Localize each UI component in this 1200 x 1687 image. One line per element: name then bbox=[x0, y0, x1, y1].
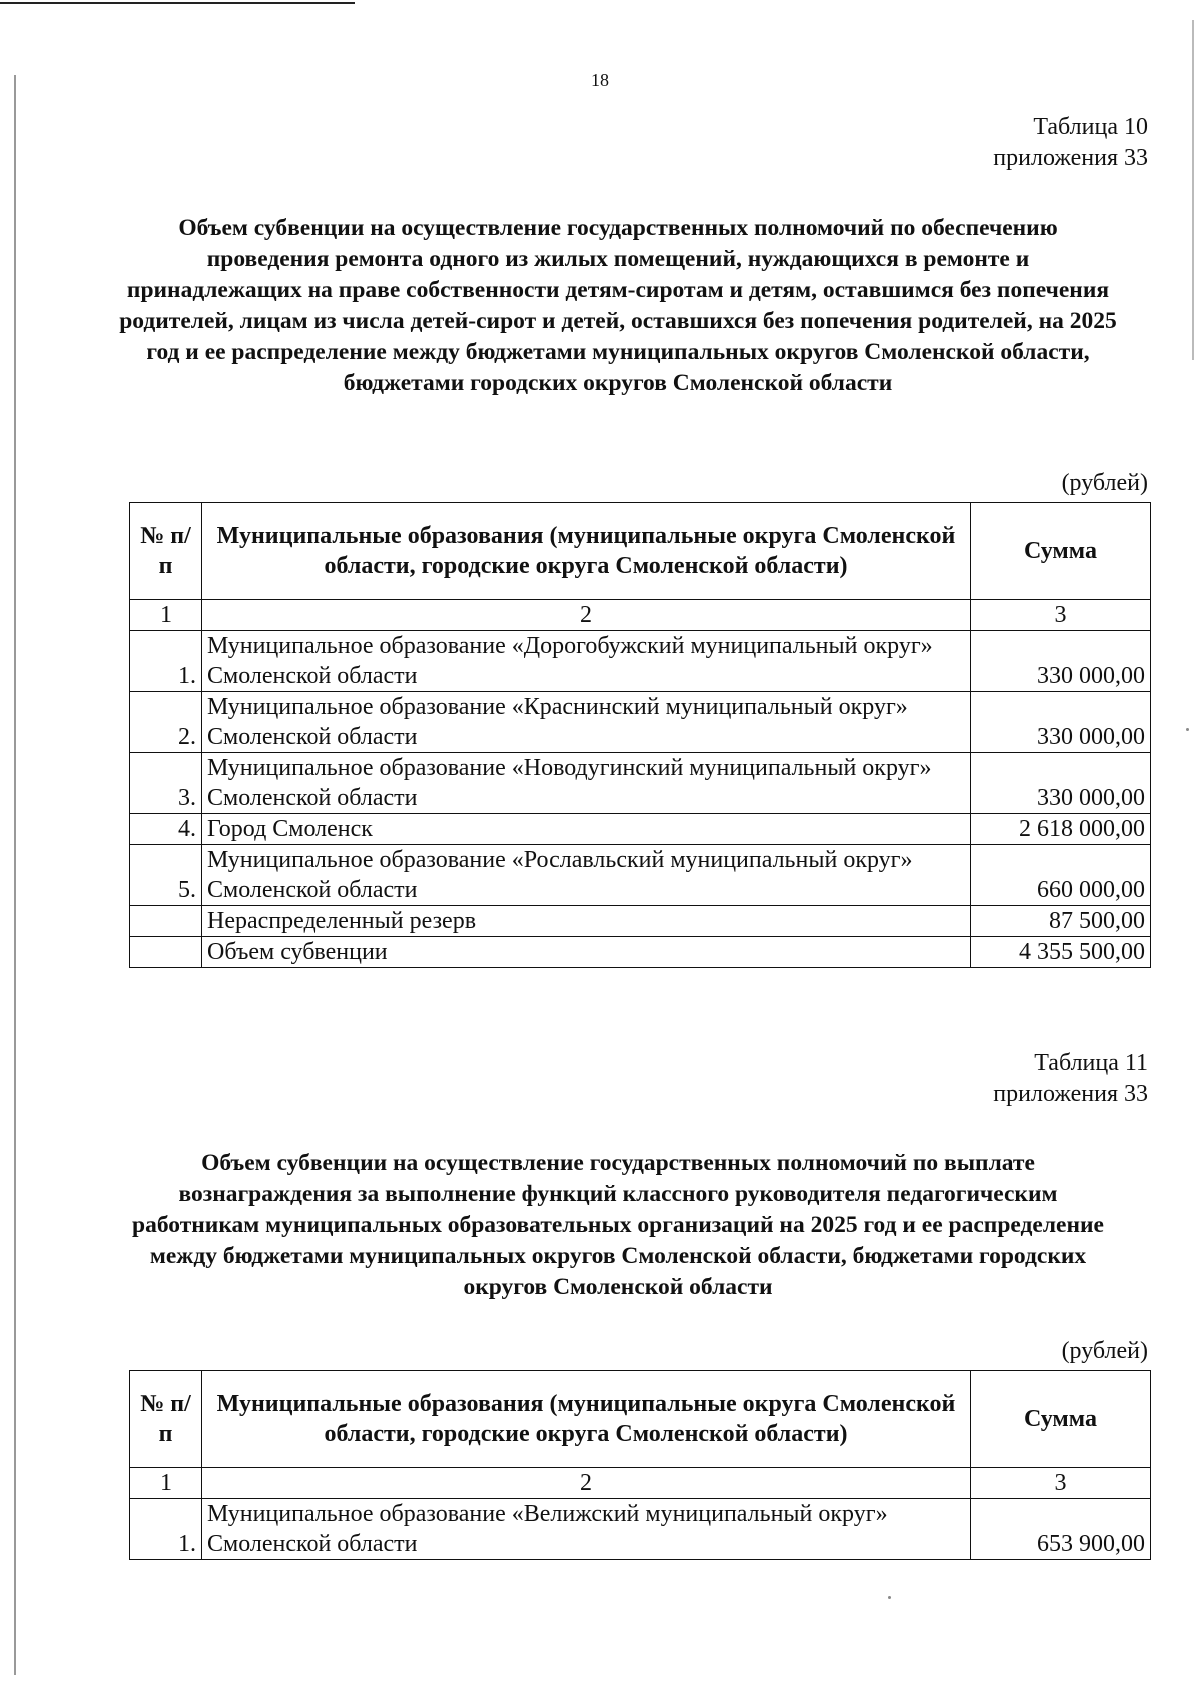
table10 bbox=[129, 502, 1151, 968]
row-sum: 4 355 500,00 bbox=[971, 937, 1151, 968]
table-row-total bbox=[130, 937, 1151, 968]
row-num: 1. bbox=[130, 631, 202, 692]
table-row bbox=[130, 753, 1151, 814]
table10-heading: Объем субвенции на осуществление государственных полномочий по обеспечению проведения ремонта одного из жилых помещений, нуждающихся в ремонте и принадлежащих на праве собственности детям-сиротам и детям, оставшимся без попечения родителей, лицам из числа детей-сирот и детей, оставшихся без попечения родителей, на 2025 год и ее распределение между бюджетами муниципальных округов Смоленской области, бюджетами городских округов Смоленской области bbox=[119, 215, 1117, 396]
header-sum: Сумма bbox=[971, 1371, 1151, 1468]
table11-heading: Объем субвенции на осуществление государственных полномочий по выплате вознаграждения за выполнение функций классного руководителя педагогическим работникам муниципальных образовательных организаций на 2025 год и ее распределение между бюджетами муниципальных округов Смоленской области, бюджетами городских округов Смоленской области bbox=[132, 1150, 1104, 1300]
header-sum: Сумма bbox=[971, 503, 1151, 600]
table11-index-row bbox=[130, 1468, 1151, 1499]
table10-caption-line2: приложения 33 bbox=[993, 145, 1148, 171]
index-cell: 3 bbox=[971, 1468, 1151, 1499]
row-sum: 87 500,00 bbox=[971, 906, 1151, 937]
table11-header-row bbox=[130, 1371, 1151, 1468]
row-name: Объем субвенции bbox=[202, 937, 971, 968]
row-sum: 330 000,00 bbox=[971, 753, 1151, 814]
table10-index-row bbox=[130, 600, 1151, 631]
header-name: Муниципальные образования (муниципальные округа Смоленской области, городские округа Смоленской области) bbox=[202, 1371, 971, 1468]
row-sum: 330 000,00 bbox=[971, 692, 1151, 753]
row-num: 4. bbox=[130, 814, 202, 845]
row-num bbox=[130, 906, 202, 937]
table11-unit: (рублей) bbox=[1061, 1338, 1148, 1364]
row-num: 3. bbox=[130, 753, 202, 814]
header-num: № п/п bbox=[130, 1371, 202, 1468]
table10-unit: (рублей) bbox=[1061, 470, 1148, 496]
table10-header-row bbox=[130, 503, 1151, 600]
row-sum: 330 000,00 bbox=[971, 631, 1151, 692]
table-row bbox=[130, 814, 1151, 845]
scan-edge-top bbox=[0, 2, 355, 4]
scan-edge-left bbox=[14, 75, 16, 1675]
table-row bbox=[130, 692, 1151, 753]
row-name: Муниципальное образование «Велижский муниципальный округ» Смоленской области bbox=[202, 1499, 971, 1560]
header-name: Муниципальные образования (муниципальные округа Смоленской области, городские округа Смоленской области) bbox=[202, 503, 971, 600]
row-num bbox=[130, 937, 202, 968]
table-row bbox=[130, 845, 1151, 906]
row-num: 2. bbox=[130, 692, 202, 753]
index-cell: 2 bbox=[202, 600, 971, 631]
table-row-reserve bbox=[130, 906, 1151, 937]
table10-caption-line1: Таблица 10 bbox=[1033, 114, 1148, 140]
row-sum: 2 618 000,00 bbox=[971, 814, 1151, 845]
row-sum: 660 000,00 bbox=[971, 845, 1151, 906]
row-name: Муниципальное образование «Дорогобужский муниципальный округ» Смоленской области bbox=[202, 631, 971, 692]
index-cell: 2 bbox=[202, 1468, 971, 1499]
index-cell: 1 bbox=[130, 1468, 202, 1499]
row-name: Город Смоленск bbox=[202, 814, 971, 845]
index-cell: 1 bbox=[130, 600, 202, 631]
table11 bbox=[129, 1370, 1151, 1560]
row-num: 1. bbox=[130, 1499, 202, 1560]
table10-caption bbox=[993, 112, 1148, 174]
table11-caption bbox=[993, 1048, 1148, 1110]
row-name: Нераспределенный резерв bbox=[202, 906, 971, 937]
row-name: Муниципальное образование «Новодугинский муниципальный округ» Смоленской области bbox=[202, 753, 971, 814]
row-num: 5. bbox=[130, 845, 202, 906]
table11-caption-line2: приложения 33 bbox=[993, 1081, 1148, 1107]
scan-speck bbox=[888, 1596, 891, 1599]
row-name: Муниципальное образование «Рославльский муниципальный округ» Смоленской области bbox=[202, 845, 971, 906]
table-row bbox=[130, 1499, 1151, 1560]
row-name: Муниципальное образование «Краснинский муниципальный округ» Смоленской области bbox=[202, 692, 971, 753]
row-sum: 653 900,00 bbox=[971, 1499, 1151, 1560]
scan-speck bbox=[1186, 728, 1189, 731]
index-cell: 3 bbox=[971, 600, 1151, 631]
table-row bbox=[130, 631, 1151, 692]
header-num: № п/п bbox=[130, 503, 202, 600]
page-number: 18 bbox=[591, 70, 609, 90]
table11-caption-line1: Таблица 11 bbox=[1034, 1050, 1148, 1076]
